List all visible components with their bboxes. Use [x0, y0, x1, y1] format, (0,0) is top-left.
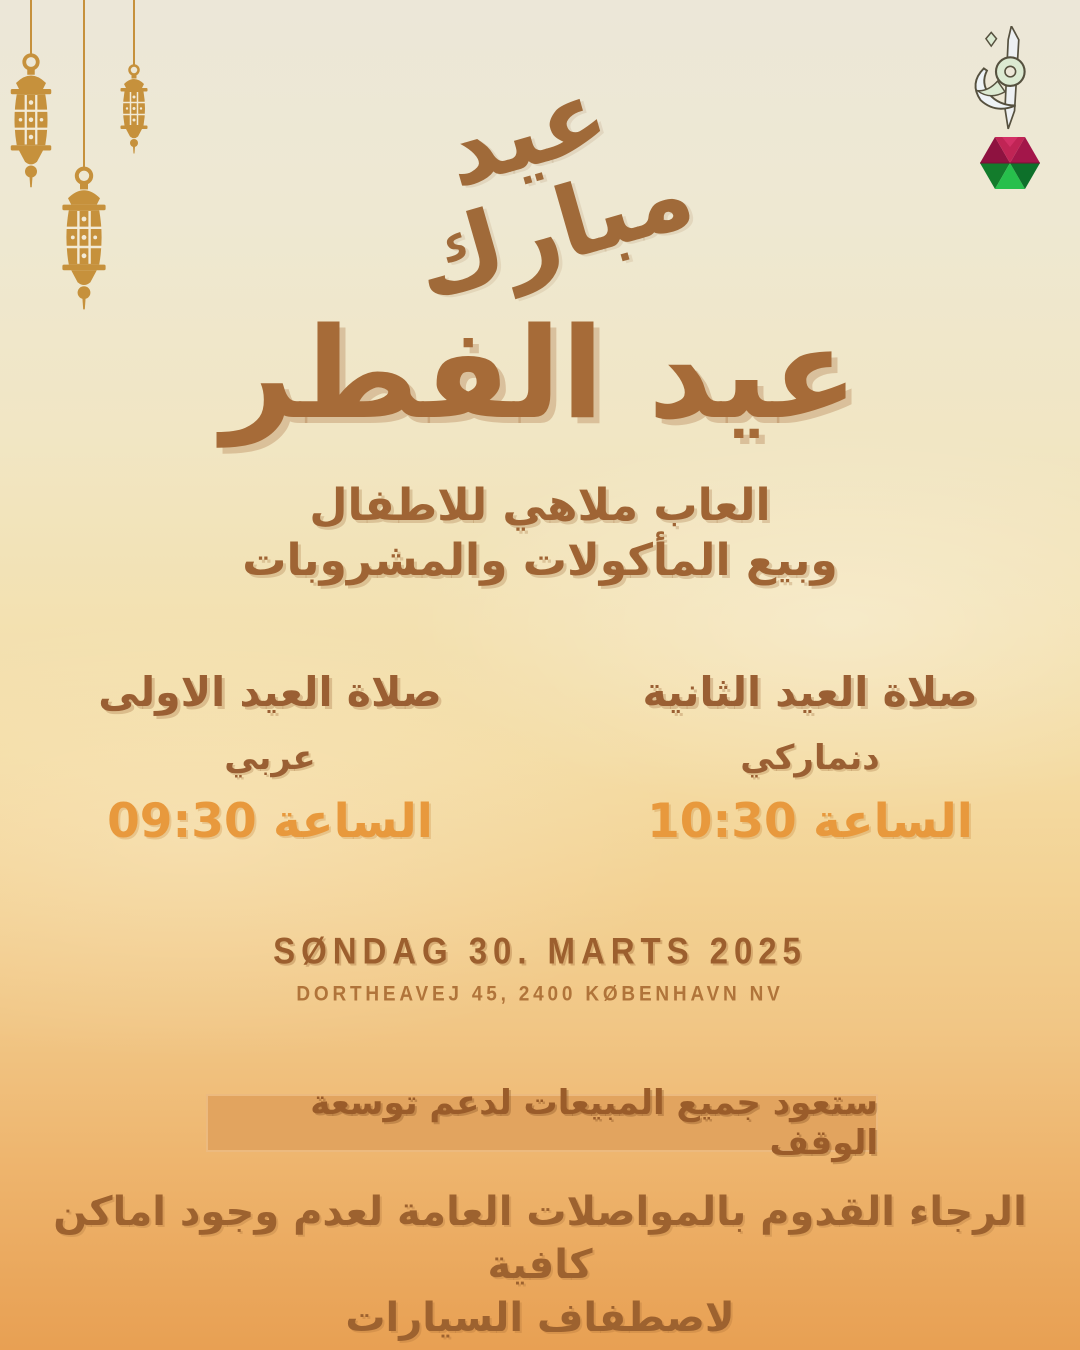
prayer-times-section [0, 668, 1080, 849]
eid-mubarak-calligraphy: عيد مبارك [401, 55, 706, 323]
second-prayer-language: دنماركي [740, 738, 880, 778]
subtitle-line-2: وبيع المأكولات والمشروبات [242, 535, 838, 587]
lantern-icon [11, 55, 52, 187]
event-date: SØNDAG 30. MARTS 2025 [273, 929, 807, 972]
gem-logo-icon [980, 133, 1040, 193]
second-prayer-name: صلاة العيد الثانية [642, 668, 978, 716]
event-address: DORTHEAVEJ 45, 2400 KØBENHAVN NV [296, 982, 784, 1007]
second-prayer-time: الساعة 10:30 [647, 794, 973, 849]
waqf-logo-icon [952, 26, 1058, 132]
first-prayer-column [20, 668, 520, 849]
transport-note-line-1: الرجاء القدوم بالمواصلات العامة لعدم وجود اماكن كافية [53, 1189, 1027, 1288]
lantern-icon [121, 66, 148, 154]
second-prayer-column [560, 668, 1060, 849]
donation-note-box [206, 1083, 878, 1163]
transport-note-line-2: لاصطفاف السيارات [345, 1294, 735, 1341]
first-prayer-name: صلاة العيد الاولى [98, 668, 442, 716]
event-subtitle [0, 478, 1080, 589]
first-prayer-time: الساعة 09:30 [107, 794, 433, 849]
first-prayer-language: عربي [224, 738, 316, 778]
page-title: عيد الفطر [221, 300, 859, 447]
lantern-icon [62, 169, 105, 310]
transport-note [0, 1186, 1080, 1344]
subtitle-line-1: العاب ملاهي للاطفال [309, 480, 771, 531]
donation-note-text: ستعود جميع المبيعات لدعم توسعة الوقف [310, 1083, 878, 1163]
lanterns-decoration [0, 0, 260, 330]
